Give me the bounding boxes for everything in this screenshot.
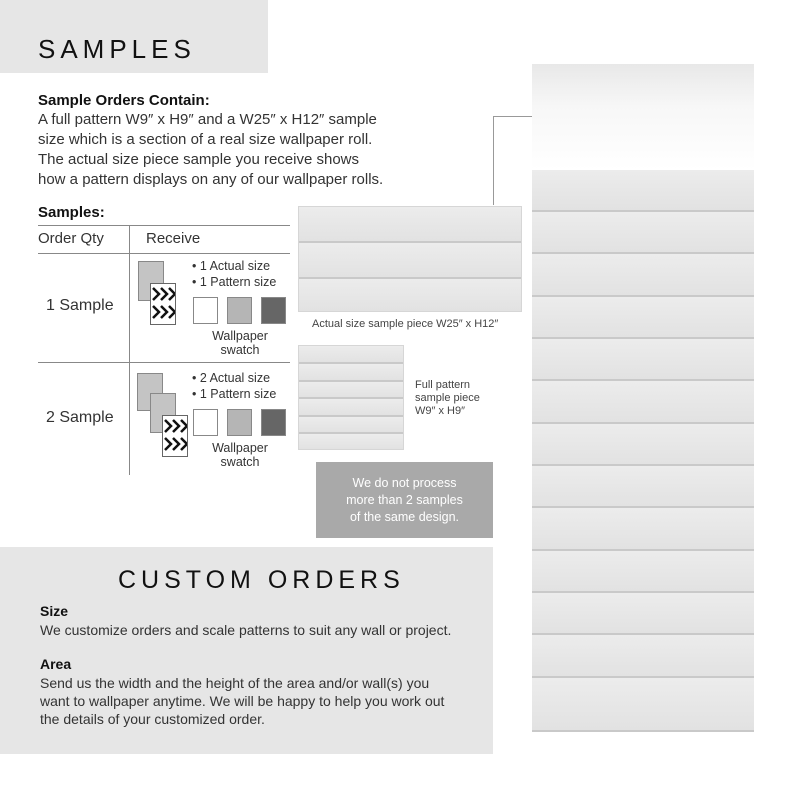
area-heading: Area xyxy=(40,656,72,672)
receive-bullet: • 2 Actual size xyxy=(192,371,271,385)
swatch-dark-gray xyxy=(261,409,286,436)
actual-size-sample-image xyxy=(298,206,522,312)
samples-table-heading: Samples: xyxy=(38,204,105,221)
table-top-rule xyxy=(38,225,290,226)
order-qty-cell: 1 Sample xyxy=(46,297,114,314)
order-qty-cell: 2 Sample xyxy=(46,409,114,426)
pointer-line xyxy=(493,116,494,205)
full-pattern-caption-line: sample piece xyxy=(415,392,480,404)
full-pattern-caption-line: Full pattern xyxy=(415,379,471,391)
size-heading: Size xyxy=(40,603,69,619)
samples-title: SAMPLES xyxy=(38,34,196,64)
notice-line: We do not process xyxy=(352,476,457,490)
area-text-line: want to wallpaper anytime. We will be happy to help you work out xyxy=(40,693,445,709)
table-row-divider xyxy=(38,362,290,363)
wallpaper-roll-image xyxy=(532,64,754,732)
area-text-line: Send us the width and the height of the area and/or wall(s) you xyxy=(40,675,430,691)
swatch-light-gray xyxy=(227,297,252,324)
swatch-dark-gray xyxy=(261,297,286,324)
notice-line: of the same design. xyxy=(349,510,460,524)
receive-header: Receive xyxy=(146,230,201,247)
size-text: We customize orders and scale patterns to suit any wall or project. xyxy=(40,622,452,638)
swatch-light-gray xyxy=(227,409,252,436)
sample-orders-text-line: size which is a section of a real size wallpaper roll. xyxy=(38,131,373,148)
receive-bullet: • 1 Pattern size xyxy=(192,387,277,401)
receive-bullet: • 1 Pattern size xyxy=(192,275,277,289)
swatch-caption xyxy=(200,329,280,357)
receive-bullet: • 1 Actual size xyxy=(192,259,271,273)
pattern-sheet-icon xyxy=(150,283,176,325)
swatch-caption xyxy=(200,441,280,469)
table-column-divider xyxy=(129,225,130,475)
swatch-caption-line: Wallpaper xyxy=(212,441,268,455)
swatch-caption-line: Wallpaper xyxy=(212,329,268,343)
actual-size-caption: Actual size sample piece W25″ x H12″ xyxy=(312,318,499,330)
pattern-sheet-icon xyxy=(162,415,188,457)
swatch-caption-line: swatch xyxy=(220,455,260,469)
notice-line: more than 2 samples xyxy=(346,493,463,507)
custom-orders-title: CUSTOM ORDERS xyxy=(118,566,405,594)
sample-orders-heading: Sample Orders Contain: xyxy=(38,92,210,109)
swatch-white xyxy=(193,297,218,324)
full-pattern-sample-image xyxy=(298,345,404,450)
area-text-line: the details of your customized order. xyxy=(40,711,265,727)
swatch-white xyxy=(193,409,218,436)
order-qty-header: Order Qty xyxy=(38,230,104,247)
sample-orders-text-line: The actual size piece sample you receive shows xyxy=(38,151,359,168)
table-header-rule xyxy=(38,253,290,254)
sample-orders-text-line: A full pattern W9″ x H9″ and a W25″ x H12″ sample xyxy=(38,111,377,128)
swatch-caption-line: swatch xyxy=(220,343,260,357)
sample-limit-notice xyxy=(316,462,493,538)
full-pattern-caption-line: W9″ x H9″ xyxy=(415,405,465,417)
sample-orders-text-line: how a pattern displays on any of our wallpaper rolls. xyxy=(38,171,384,188)
